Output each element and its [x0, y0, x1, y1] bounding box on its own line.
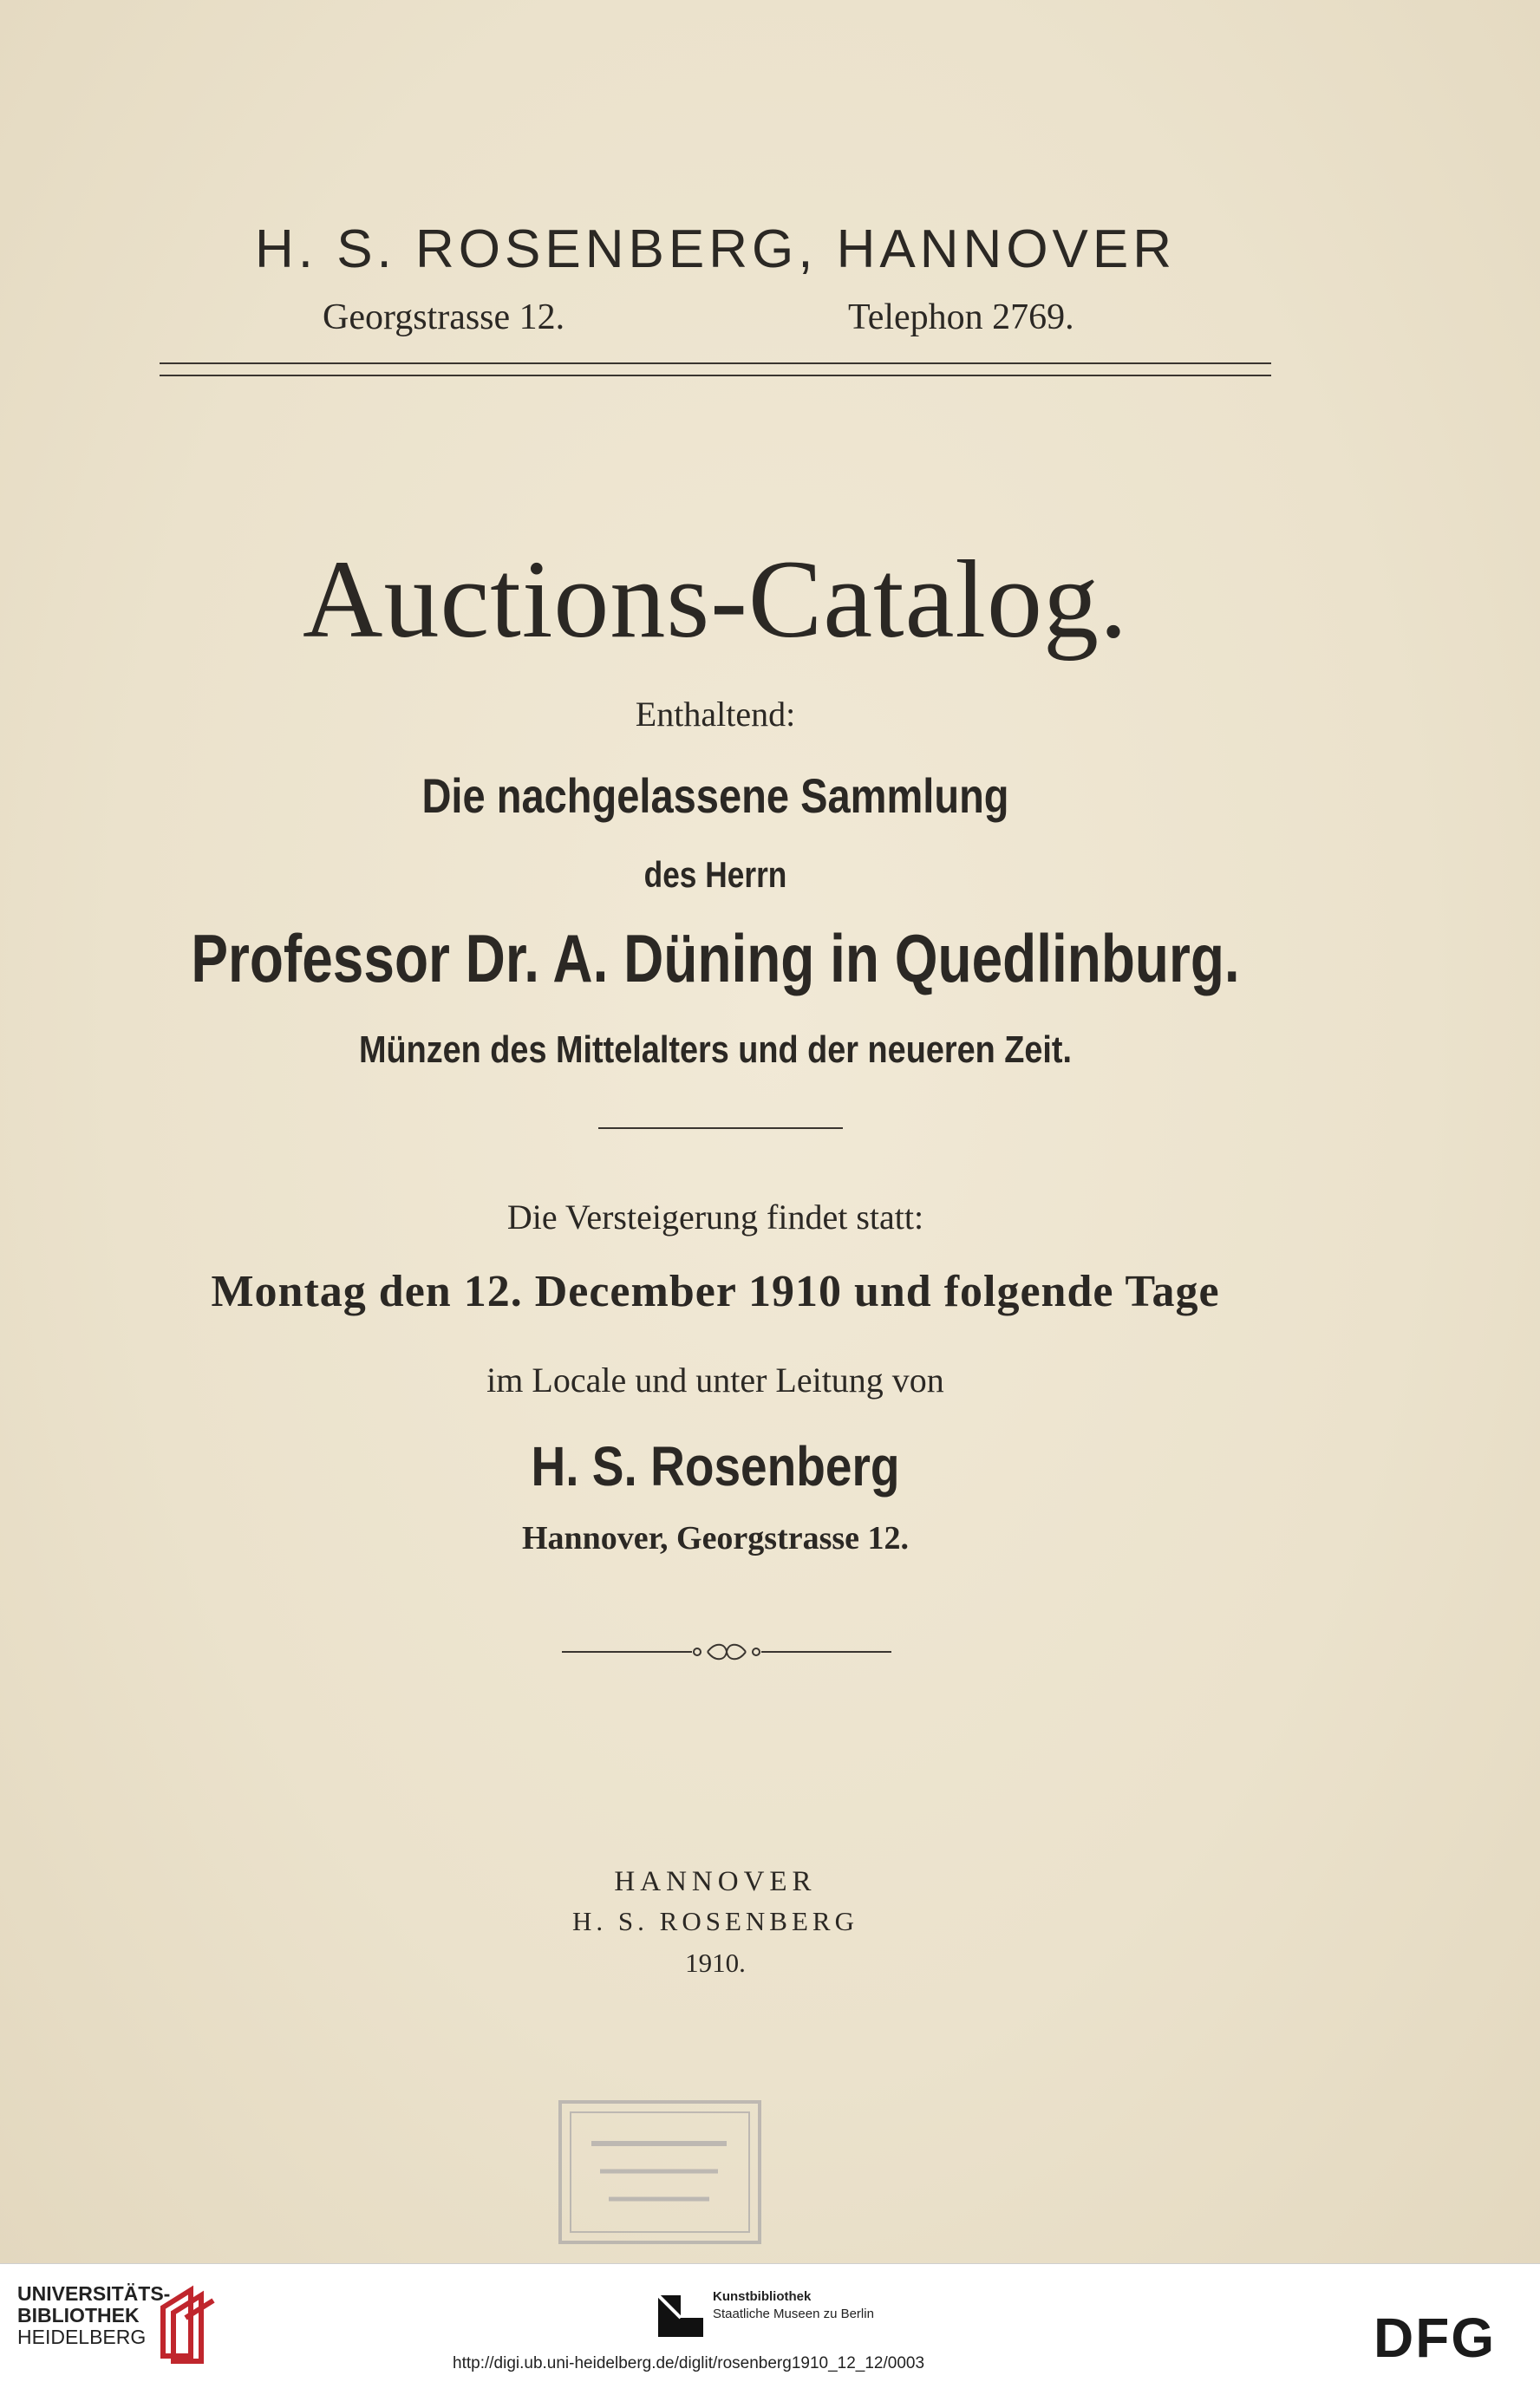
ub-heidelberg-wordmark[interactable] — [17, 2283, 170, 2348]
imprint-publisher: H. S. ROSENBERG — [572, 1906, 858, 1936]
header-double-rule-top — [160, 362, 1271, 364]
auction-intro: Die Versteigerung findet statt: — [506, 1198, 924, 1237]
coins-subtitle: Münzen des Mittelalters und der neueren Zeit. — [358, 1028, 1073, 1071]
kunstbibliothek-label — [713, 2288, 874, 2323]
firm-street-address: Georgstrasse 12. — [323, 297, 565, 337]
dfg-logo[interactable]: DFG — [1374, 2307, 1497, 2369]
catalog-title: Auctions-Catalog. — [303, 538, 1128, 661]
of-mr-line: des Herrn — [643, 854, 787, 895]
auctioneer-name: H. S. Rosenberg — [531, 1435, 900, 1498]
firm-telephone: Telephon 2769. — [848, 297, 1074, 337]
section-divider — [598, 1127, 843, 1129]
ornament-divider-icon — [562, 1639, 891, 1665]
header-double-rule-bottom — [160, 375, 1271, 376]
collection-owner: Professor Dr. A. Düning in Quedlinburg. — [191, 920, 1240, 996]
kunstbibliothek-logo-icon[interactable] — [655, 2288, 707, 2340]
library-stamp-icon — [557, 2098, 763, 2246]
ub-heidelberg-logo-icon[interactable] — [156, 2281, 219, 2365]
ub-line-universitaets: UNIVERSITÄTS- — [17, 2282, 171, 2305]
auctioneer-address: Hannover, Georgstrasse 12. — [521, 1520, 910, 1556]
imprint-city: HANNOVER — [614, 1866, 817, 1897]
firm-header: H. S. ROSENBERG, HANNOVER — [254, 219, 1177, 279]
kunstbibliothek-name: Kunstbibliothek — [713, 2289, 812, 2304]
permalink-url[interactable]: http://digi.ub.uni-heidelberg.de/diglit/rosenberg1910_12_12/0003 — [453, 2354, 925, 2372]
auction-date: Montag den 12. December 1910 und folgende Tage — [211, 1267, 1220, 1316]
digitization-footer — [0, 2263, 1540, 2382]
ub-line-bibliothek: BIBLIOTHEK — [17, 2304, 140, 2327]
kunstbibliothek-subtitle: Staatliche Museen zu Berlin — [713, 2307, 874, 2321]
imprint-year: 1910. — [685, 1948, 746, 1978]
auction-venue: im Locale und unter Leitung von — [486, 1361, 944, 1400]
containing-label: Enthaltend: — [635, 695, 796, 734]
ub-line-heidelberg: HEIDELBERG — [17, 2326, 147, 2348]
collection-heading: Die nachgelassene Sammlung — [421, 768, 1009, 823]
